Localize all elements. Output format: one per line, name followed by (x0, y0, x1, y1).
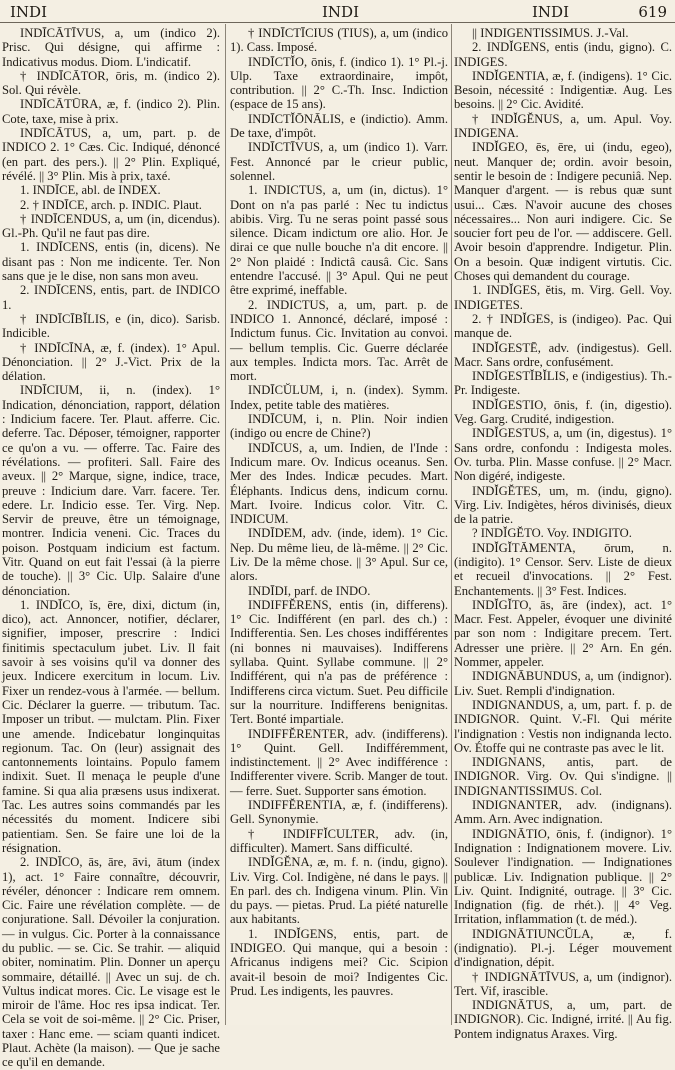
dictionary-entry: † INDIGNĀTĪVUS, a, um (indignor). Tert. Vif, irascible. (454, 969, 672, 998)
dictionary-entry: INDĪCĀTĪVUS, a, um (indico 2). Prisc. Qui désigne, qui affirme : Indicativus modus. Diom. L'indicatif. (2, 26, 220, 69)
dictionary-entry: 2. INDĬGENS, entis (indu, gigno). C. INDIGES. (454, 40, 672, 69)
dictionary-entry: 2. † INDĪCE, arch. p. INDIC. Plaut. (20, 197, 202, 212)
dictionary-entry: INDĪCTĪVUS, a, um (indico 1). Varr. Fest. Annoncé par le crieur public, solennel. (230, 140, 448, 183)
header-rule (0, 22, 675, 23)
dictionary-entry: ? INDĬGĔTO. Voy. INDIGITO. (472, 526, 632, 541)
column-divider (451, 24, 452, 1025)
column-right (454, 26, 672, 1041)
dictionary-entry: † INDIFFĬCULTER, adv. (in, difficulter). Mamert. Sans difficulté. (230, 826, 448, 855)
dictionary-entry: † INDĪCĪNA, æ, f. (index). 1° Apul. Dénonciation. || 2° J.-Vict. Prix de la délation. (2, 340, 220, 384)
dictionary-entry: INDĪCĀTUS, a, um, part. p. de INDICO 2. 1° Cæs. Cic. Indiqué, dénoncé (en part. des pers.). || 2° Plin. Expliqué, révélé. || 3° Plin. Mis à prix, taxé. (2, 126, 220, 183)
dictionary-entry: † INDĪCĀTOR, ōris, m. (indico 2). Sol. Qui révèle. (2, 68, 220, 98)
dictionary-entry: 1. INDĪCENS, entis (in, dicens). Ne disant pas : Non me indicente. Ter. Non sans que je le dise, non sans mon aveu. (2, 240, 220, 284)
dictionary-entry: 2. † INDĬGES, is (indigeo). Pac. Qui manque de. (454, 311, 672, 341)
dictionary-entry: INDIGNĀBUNDUS, a, um (indignor). Liv. Suet. Rempli d'indignation. (454, 669, 672, 698)
dictionary-entry: INDIGNĀTIO, ōnis, f. (indignor). 1° Indignation : Indignationem movere. Liv. Soulever l'indignation. — Indignationes publicæ. Liv. Indignation publique. || 2° Liv. Quint. Indignité, outrage. || 3° Cic. Indignation (fig. de rhét.). || 4° Veg. Irritation, inflammation (t. de méd.). (454, 826, 672, 927)
dictionary-entry: 1. INDICTUS, a, um (in, dictus). 1° Dont on n'a pas parlé : Nec tu indictus abibis. Virg. Tu ne seras point passé sous silence. Dicam indictum ore alio. Hor. Je dirai ce que nulle bouche n'a dit encore. || 2° Non plaidé : Indictâ causâ. Cic. Sans entendre l'accusé. || 3° Apul. Qui ne peut être exprimé, ineffable. (230, 183, 448, 298)
dictionary-entry: † INDĪCĪBĬLIS, e (in, dico). Sarisb. Indicible. (2, 311, 220, 341)
dictionary-entry: INDIGNANS, antis, part. de INDIGNOR. Virg. Ov. Qui s'indigne. || INDIGNANTISSIMUS. Col. (454, 755, 672, 798)
page-number: 619 (638, 3, 667, 21)
dictionary-entry: INDĪCUM, i, n. Plin. Noir indien (indigo ou encre de Chine?) (230, 412, 448, 441)
dictionary-entry: INDĬGĬTĀMENTA, ōrum, n. (indigito). 1° Censor. Serv. Liste de dieux et recueil d'invocations. || 2° Fest. Enchantements. || 3° Fest. Indices. (454, 540, 672, 598)
dictionary-entry: INDIFFĔRENS, entis (in, differens). 1° Cic. Indifférent (en parl. des ch.) : Indifferentia. Sen. Les choses indifférentes (ni bonnes ni mauvaises). Indifferens syllaba. Quint. Syllabe commune. || 2° Indifférent, qui n'a pas de préférence : Indifferens circa victum. Suet. Peu difficile sur la nourriture. Indifferens benignitas. Tert. Bonté impartiale. (230, 597, 448, 727)
dictionary-entry: INDĬGESTĬBĬLIS, e (indigestius). Th.-Pr. Indigeste. (454, 369, 672, 398)
dictionary-entry: INDĪDEM, adv. (inde, idem). 1° Cic. Nep. Du même lieu, de là-même. || 2° Cic. Liv. De la même chose. || 3° Apul. Sur ce, alors. (230, 526, 448, 584)
column-middle (230, 26, 448, 1025)
dictionary-entry: INDĬGENTIA, æ, f. (indigens). 1° Cic. Besoin, nécessité : Indigentiæ. Aug. Les besoins. || 2° Cic. Avidité. (454, 68, 672, 112)
dictionary-entry: INDĪCTĬŌNĀLIS, e (indictio). Amm. De taxe, d'impôt. (230, 111, 448, 141)
dictionary-entry: INDĬGĔNA, æ, m. f. n. (indu, gigno). Liv. Virg. Col. Indigène, né dans le pays. || En parl. des ch. Indigena vinum. Plin. Vin du pays. — pietas. Prud. La piété naturelle aux habitants. (230, 855, 448, 927)
dictionary-entry: INDĬGESTUS, a, um (in, digestus). 1° Sans ordre, confondu : Indigesta moles. Ov. turba. Plin. Masse confuse. || 2° Macr. Non digéré, indigeste. (454, 426, 672, 484)
dictionary-entry: INDĬGĔTES, um, m. (indu, gigno). Virg. Liv. Indigètes, héros divinisés, dieux de la patrie. (454, 483, 672, 527)
dictionary-entry: 1. INDĪCE, abl. de INDEX. (20, 183, 161, 198)
dictionary-entry: INDĬGESTIO, ōnis, f. (in, digestio). Veg. Garg. Crudité, indigestion. (454, 397, 672, 427)
dictionary-entry: 1. INDĬGENS, entis, part. de INDIGEO. Qui manque, qui a besoin : Africanus indigens mei? Cic. Scipion avait-il besoin de moi? Indigentes Cic. Prud. Les indigents, les pauvres. (230, 926, 448, 998)
running-head-center: INDI (322, 3, 360, 21)
dictionary-entry: INDĪDI, parf. de INDO. (248, 583, 371, 598)
dictionary-entry: † INDĬGĔNUS, a, um. Apul. Voy. INDIGENA. (454, 111, 672, 141)
dictionary-entry: INDĪCĀTŪRA, æ, f. (indico 2). Plin. Cote, taxe, mise à prix. (2, 97, 220, 126)
dictionary-entry: INDIGNANDUS, a, um, part. f. p. de INDIGNOR. Quint. V.-Fl. Qui mérite l'indignation : Vestis non indignanda lecto. Ov. Étoffe qui ne contraste pas avec le lit. (454, 697, 672, 755)
dictionary-entry: INDĪCUS, a, um. Indien, de l'Inde : Indicum mare. Ov. Indicus oceanus. Sen. Mer des Indes. Indicæ pecudes. Mart. Éléphants. Indicus dens, indicum cornu. Mart. Ivoire. Indicus color. Vitr. C. INDICUM. (230, 440, 448, 527)
dictionary-entry: INDĬGĬTO, ās, āre (index), act. 1° Macr. Fest. Appeler, évoquer une divinité par son nom : Indigitare precem. Tert. Adresser une prière. || 2° Arn. En gén. Nommer, appeler. (454, 597, 672, 670)
dictionary-entry: INDIFFĔRENTER, adv. (indifferens). 1° Quint. Gell. Indifféremment, indistinctement. || 2° Avec indifférence : Indifferenter vivere. Scrib. Manger de tout. — ferre. Suet. Supporter sans émotion. (230, 726, 448, 798)
dictionary-entry: INDIGNĀTIUNCŬLA, æ, f. (indignatio). Pl.-j. Léger mouvement d'indignation, dépit. (454, 926, 672, 970)
dictionary-entry: INDĪCŬLUM, i, n. (index). Symm. Index, petite table des matières. (230, 383, 448, 412)
running-head-right: INDI (532, 3, 570, 21)
dictionary-entry: INDĬGESTĒ, adv. (indigestus). Gell. Macr. Sans ordre, confusément. (454, 340, 672, 369)
column-left (2, 26, 220, 1070)
running-head-left: INDI (10, 3, 48, 21)
dictionary-entry: || INDIGENTISSIMUS. J.-Val. (472, 26, 629, 40)
column-divider (225, 24, 226, 1025)
dictionary-entry: INDIGNANTER, adv. (indignans). Amm. Arn. Avec indignation. (454, 798, 672, 827)
dictionary-entry: INDĪCTĬO, ōnis, f. (indico 1). 1° Pl.-j. Ulp. Taxe extraordinaire, impôt, contribution. || 2° C.-Th. Insc. Indiction (espace de 15 ans). (230, 54, 448, 112)
dictionary-entry: 2. INDICTUS, a, um, part. p. de INDICO 1. Annoncé, déclaré, imposé : Indictum funus. Cic. Invitation au convoi. — bellum templis. Cic. Guerre déclarée aux temples. Indicta mors. Tac. Arrêt de mort. (230, 297, 448, 384)
dictionary-entry: 1. INDĪCO, ĭs, ēre, dixi, dictum (in, dico), act. Annoncer, notifier, déclarer, signifier, imposer, prescrire : Indici finitimis spectaculum jubet. Liv. Il fait savoir à ses voisins qu'il va donner des jeux. Indicere exercitum in locum. Liv. Fixer un rendez-vous à l'armée. — bellum. Cic. Déclarer la guerre. — tributum. Tac. Imposer un tribut. — mulctam. Plin. Fixer une amende. Indicebatur longinquitas regionum. Tac. On (leur) assignait des cantonnements lointains. Populo famem indixit. Suet. Il menaça le peuple d'une famine. Si qua alia præsens usus indixerat. Tac. Les autres soins commandés par les nécessités du moment. Indicere sibi patientiam. Sen. Se faire une loi de la résignation. (2, 597, 220, 855)
dictionary-entry: INDĬGEO, ēs, ēre, ui (indu, egeo), neut. Manquer de; ordin. avoir besoin, sentir le besoin de : Indigere pecuniâ. Nep. Manquer d'argent. — is rebus quæ sunt usui... Cæs. N'avoir aucune des choses nécessaires... Non auri indigere. Cic. Se soucier fort peu de l'or. — addiscere. Gell. Avoir besoin d'apprendre. Indigetur. Plin. On a besoin. Quæ indigent virtutis. Cic. Choses qui demandent du courage. (454, 140, 672, 284)
dictionary-entry: † INDĪCTĪCIUS (TIUS), a, um (indico 1). Cass. Imposé. (230, 26, 448, 55)
dictionary-entry: 2. INDĪCENS, entis, part. de INDICO 1. (2, 283, 220, 312)
dictionary-entry: † INDĪCENDUS, a, um (in, dicendus). Gl.-Ph. Qu'il ne faut pas dire. (2, 211, 220, 241)
dictionary-entry: INDIFFĔRENTIA, æ, f. (indifferens). Gell. Synonymie. (230, 798, 448, 827)
dictionary-entry: 1. INDĬGES, ĕtis, m. Virg. Gell. Voy. INDIGETES. (454, 283, 672, 312)
dictionary-entry: 2. INDĪCO, ās, āre, āvi, ātum (index 1), act. 1° Faire connaître, découvrir, révéler, dénoncer : Indicare rem omnem. Cic. Faire une révélation complète. — de conjuratione. Sall. Dévoiler la conjuration. — in vulgus. Cic. Porter à la connaissance du public. — se. Cic. Se trahir. — aliquid obiter, nominatim. Plin. Donner un aperçu sommaire, détaillé. || Avec un suj. de ch. Vultus indicat mores. Cic. Le visage est le miroir de l'âme. Hoc res ipsa indicat. Ter. Cela se voit de soi-même. || 2° Cic. Priser, taxer : Hanc eme. — sciam quanti indicet. Plaut. Achète (la maison). — Que je sache ce qu'il en demande. (2, 855, 220, 1070)
dictionary-entry: INDIGNĀTUS, a, um, part. de INDIGNOR). Cic. Indigné, irrité. || Au fig. Pontem indignatus Araxes. Virg. (454, 998, 672, 1041)
dictionary-entry: INDĪCIUM, ii, n. (index). 1° Indication, dénonciation, rapport, délation : Indicium facere. Ter. Plaut. afferre. Cic. deferre. Tac. Déposer, témoigner, rapporter ce qu'on a vu. — offerre. Tac. Faire des révélations. — profiteri. Sall. Faire des aveux. || 2° Marque, signe, indice, trace, preuve : Indicium dare. Varr. facere. Ter. edere. Lr. Indicio esse. Ter. Virg. Nep. Servir de preuve, être un témoignage, montrer. Indicia veneni. Cic. Traces du poison. Postquam indicium est factum. Vitr. Quand on eut fait l'essai (à la pierre de touche). || 3° Cic. Ulp. Salaire d'une dénonciation. (2, 383, 220, 598)
